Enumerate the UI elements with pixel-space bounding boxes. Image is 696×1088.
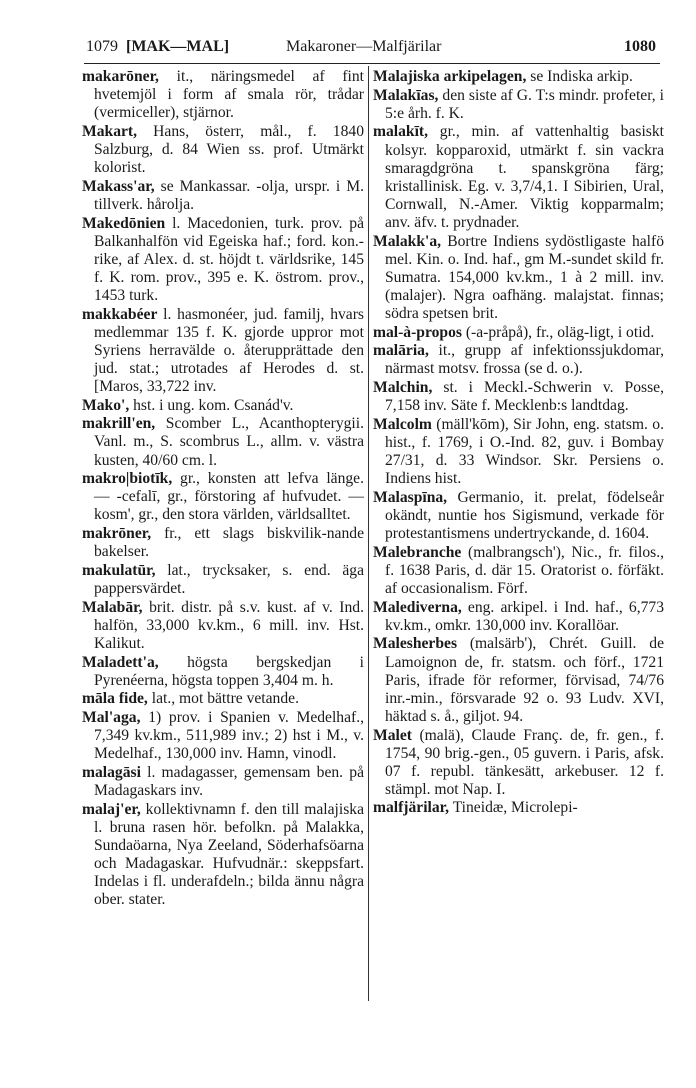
entry-headword: makulatūr,	[82, 561, 156, 579]
entry-definition: l. hasmonéer, jud. familj, hvars medlemmar 135 f. K. gjorde uppror mot Syriens herravälde o. återupprättade den jud. stat.; utrotades af Herodes d. st. [Maros, 33,722 inv.	[94, 305, 364, 395]
right-column	[373, 68, 664, 818]
entry-headword: Malesherbes	[373, 635, 458, 653]
entry-headword: malaj'er,	[82, 800, 141, 818]
dictionary-entry	[373, 727, 664, 799]
entry-definition: brit. distr. på s.v. kust. af v. Ind. halfön, 33,000 kv.km., 6 mill. inv. Hst. Kalikut.	[94, 598, 364, 652]
entry-definition: (malbrangsch'), Nic., fr. filos., f. 1638 Paris, d. där 15. Oratorist o. förfäkt. af occasionalism. Förf.	[385, 543, 664, 597]
entry-definition: st. i Meckl.-Schwerin v. Posse, 7,158 inv. Säte f. Mecklenb:s landtdag.	[385, 379, 664, 415]
entry-headword: makrōner,	[82, 525, 152, 543]
entry-headword: makrill'en,	[82, 415, 156, 433]
entry-headword: Malabār,	[82, 598, 143, 616]
entry-headword: Malakīas,	[373, 86, 439, 104]
entry-definition: fr., ett slags biskvilik-nande bakelser.	[94, 525, 364, 561]
entry-definition: kollektivnamn f. den till malajiska l. bruna rasen hör. befolkn. på Malakka, Sundaöarna, Nya Zeeland, Söderhafsöarna och Madagaskar. Hufvudnär.: skeppsfart. Indelas i fl. underafdeln.; bildа ännu några ober. stater.	[94, 800, 364, 909]
entry-definition: (malsärb'), Chrét. Guill. de Lamoignon de, fr. statsm. och förf., 1721 Paris, ifrade för reformer, förvisad, 74/76 inr.-min., försvarade 92 o. 93 Ludv. XVI, häktad s. å., giljot. 94.	[385, 635, 664, 725]
entry-headword: Makedōnien	[82, 214, 166, 232]
entry-definition: Scomber L., Acanthopterygii. Vanl. m., S. scombrus L., allm. v. västra kusten, 40/60 cm. l.	[94, 415, 364, 469]
entry-definition: (malä), Claude Franç. de, fr. gen., f. 1754, 90 brig.-gen., 05 guvern. i Paris, afsk. 07 f. republ. tänkesätt, arkebuser. 12 f. stämpl. mot Nap. I.	[385, 726, 664, 798]
dictionary-entry	[82, 525, 364, 561]
entry-definition: se Mankassar. -olja, urspr. i M. tillverk. hårolja.	[94, 177, 364, 213]
entry-definition: Germanio, it. prelat, födelseår okändt, nuntie hos Sigismund, verkade för protestantismens undertryckande, d. 1604.	[385, 488, 664, 543]
entry-definition: högsta bergskedjan i Pyrenéerna, högsta toppen 3,404 m. h.	[94, 653, 365, 689]
dictionary-entry	[82, 764, 364, 800]
entry-definition: it., näringsmedel af fint hvetemjöl i form af smala rör, trådar (vermiceller), stjärnor.	[94, 68, 364, 122]
entry-headword: malfjärilar,	[373, 799, 450, 817]
dictionary-entry	[373, 87, 664, 123]
entry-headword: Malchin,	[373, 379, 433, 397]
entry-definition: (mäll'kōm), Sir John, eng. statsm. o. hist., f. 1769, i O.-Ind. 82, guv. i Bombay 27/31, d. 33 Windsor. Skr. Persiens o. Indiens hist.	[385, 415, 664, 488]
page-number-left: 1079	[86, 38, 118, 55]
entry-headword: māla fide,	[82, 690, 148, 708]
entry-headword: Malakk'a,	[373, 232, 442, 250]
entry-definition: 1) prov. i Spanien v. Medelhaf., 7,349 kv.km., 511,989 inv.; 2) hst i M., v. Medelhaf., 130,000 inv. Hamn, vinodl.	[94, 709, 365, 763]
entry-headword: Malebranche	[373, 543, 462, 561]
entry-definition: (-a-pråpå), fr., oläg-ligt, i otid.	[465, 323, 655, 341]
entry-headword: malakīt,	[373, 123, 429, 141]
header-rule	[84, 63, 660, 64]
dictionary-entry	[82, 415, 364, 469]
column-divider	[368, 66, 369, 1001]
dictionary-entry	[82, 306, 364, 396]
dictionary-entry	[82, 562, 364, 598]
entry-definition: gr., konsten att lefva länge. — -cefalī, gr., förstoring af hufvudet. — kosm', gr., den stora världen, världsalltet.	[94, 470, 364, 524]
entry-definition: eng. arkipel. i Ind. haf., 6,773 kv.km., omkr. 130,000 inv. Korallöar.	[385, 598, 664, 634]
dictionary-entry	[82, 397, 364, 415]
entry-definition: lat., mot bättre vetande.	[151, 690, 299, 708]
entry-headword: Makass'ar,	[82, 177, 155, 195]
dictionary-entry	[373, 123, 664, 232]
left-column	[82, 68, 364, 910]
entry-definition: hst. i ung. kom. Csanád'v.	[133, 396, 294, 414]
dictionary-entry	[82, 470, 364, 524]
entry-definition: se Indiska arkip.	[530, 68, 633, 85]
entry-definition: lat., trycksaker, s. end. äga pappersvärdet.	[94, 561, 364, 597]
entry-headword: Malaspīna,	[373, 488, 448, 506]
entry-definition: Bortre Indiens sydöstligaste halfö mel. Kin. o. Ind. haf., gm M.-sundet skild fr. Sumatra. 154,000 kv.km., 1 à 2 mill. inv. (malajer). Ngra oafhäng. malajstat. finnas; södra spetsen brit.	[385, 232, 664, 322]
dictionary-entry	[373, 68, 664, 86]
entry-headword: makarōner,	[82, 68, 159, 85]
entry-definition: l. madagasser, gemensam ben. på Madagaskars inv.	[94, 763, 364, 799]
dictionary-entry	[373, 416, 664, 488]
entry-headword: Makart,	[82, 122, 137, 140]
dictionary-entry	[82, 599, 364, 653]
running-header	[86, 38, 656, 60]
entry-definition: l. Macedonien, turk. prov. på Balkanhalfön vid Egeiska haf.; ford. kon.-rike, af Alex. d. st. höjdt t. världsrike, 145 f. K. rom. prov., 395 e. K. östrom. prov., 1453 turk.	[94, 214, 365, 304]
entry-definition: it., grupp af infektionssjukdomar, närmast motsv. frossa (se d. o.).	[385, 342, 664, 378]
header-title: Makaroner—Malfjärilar	[286, 38, 442, 55]
dictionary-entry	[82, 178, 364, 214]
dictionary-entry	[82, 801, 364, 910]
dictionary-entry	[373, 635, 664, 725]
entry-headword: Mako',	[82, 396, 130, 414]
header-left	[86, 38, 229, 56]
dictionary-entry	[373, 342, 664, 378]
page-number-right: 1080	[624, 38, 656, 55]
entry-headword: Maladett'a,	[82, 653, 159, 671]
entry-headword: malāria,	[373, 342, 429, 360]
dictionary-entry	[82, 709, 364, 763]
dictionary-entry	[373, 544, 664, 598]
entry-definition: den siste af G. T:s mindr. profeter, i 5:e årh. f. K.	[385, 86, 664, 122]
entry-headword: Mal'aga,	[82, 709, 141, 726]
dictionary-entry	[373, 233, 664, 323]
entry-headword: Malcolm	[373, 415, 432, 433]
entry-headword: mal-à-propos	[373, 323, 462, 341]
entry-definition: gr., min. af vattenhaltig basiskt kolsyr. kopparoxid, utmärkt f. sin vackra smaragdgröna t. spanskgröna färg; kristallinisk. Eg. v. 3,7/4,1. I Sibirien, Ural, Cornwall, N.-Amer. Viktig kopparmalm; anv. äfv. t. prydnader.	[385, 123, 664, 231]
dictionary-entry	[373, 324, 664, 342]
dictionary-entry	[373, 489, 664, 543]
dictionary-entry	[82, 654, 364, 690]
entry-headword: makkabéer	[82, 305, 158, 323]
entry-definition: Hans, österr, mål., f. 1840 Salzburg, d. 84 Wien ss. prof. Utmärkt kolorist.	[94, 122, 364, 177]
entry-definition: Tineidæ, Microlepi-	[452, 799, 578, 817]
entry-headword: Malediverna,	[373, 598, 462, 616]
dictionary-entry	[82, 690, 364, 708]
dictionary-entry	[82, 123, 364, 177]
header-range: [MAK—MAL]	[126, 38, 230, 55]
dictionary-entry	[373, 799, 664, 817]
entry-headword: makro|biotīk,	[82, 470, 173, 488]
dictionary-entry	[82, 215, 364, 305]
dictionary-entry	[373, 379, 664, 415]
entry-headword: malagāsi	[82, 763, 141, 781]
entry-headword: Malet	[373, 726, 412, 744]
dictionary-entry	[373, 599, 664, 635]
dictionary-entry	[82, 68, 364, 122]
entry-headword: Malajiska arkipelagen,	[373, 68, 527, 85]
